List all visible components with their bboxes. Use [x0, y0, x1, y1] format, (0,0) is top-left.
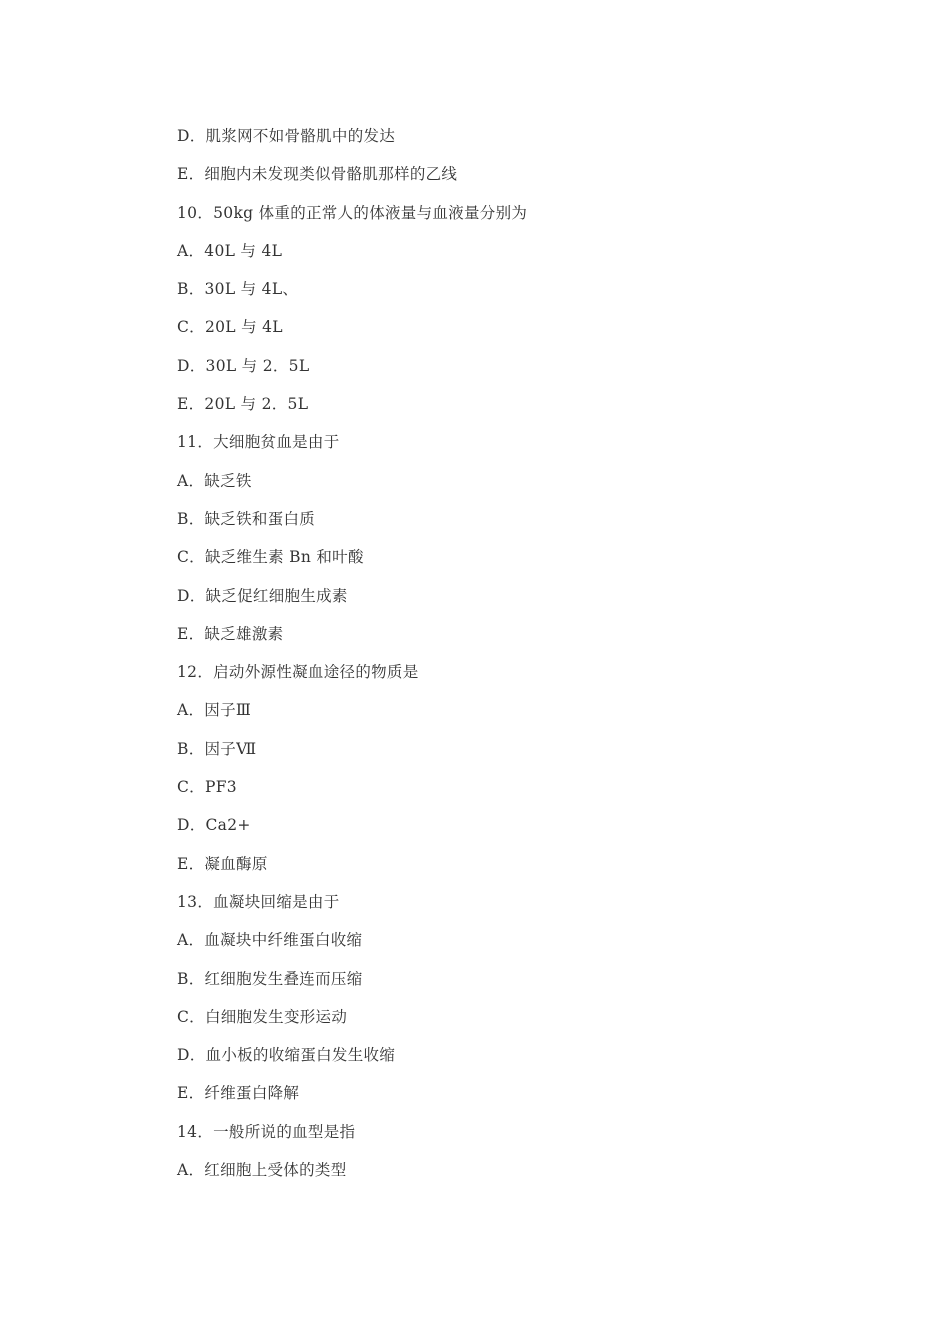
answer-option: B．缺乏铁和蛋白质: [177, 509, 316, 528]
answer-option: D．30L 与 2．5L: [177, 356, 310, 375]
text-body: [177, 123, 877, 1195]
question-text: 10．50kg 体重的正常人的体液量与血液量分别为: [177, 203, 528, 222]
answer-option: A．40L 与 4L: [177, 241, 283, 260]
answer-option: A．红细胞上受体的类型: [177, 1161, 347, 1180]
answer-option: D．Ca2+: [177, 816, 251, 835]
answer-option: B．红细胞发生叠连而压缩: [177, 969, 363, 988]
question-text: 11．大细胞贫血是由于: [177, 433, 340, 452]
text-line: D．肌浆网不如骨骼肌中的发达: [177, 127, 396, 145]
answer-option: C．白细胞发生变形运动: [177, 1007, 348, 1026]
answer-option: A．血凝块中纤维蛋白收缩: [177, 931, 363, 950]
question-text: 12．启动外源性凝血途径的物质是: [177, 663, 419, 682]
answer-option: E．缺乏雄激素: [177, 624, 284, 643]
answer-option: D．缺乏促红细胞生成素: [177, 586, 348, 605]
answer-option: C．缺乏维生素 Bn 和叶酸: [177, 548, 364, 567]
answer-option: B．因子Ⅶ: [177, 739, 257, 758]
answer-option: E．20L 与 2．5L: [177, 395, 309, 414]
answer-option: B．30L 与 4L、: [177, 280, 299, 299]
answer-option: D．血小板的收缩蛋白发生收缩: [177, 1046, 396, 1065]
question-text: 14．一般所说的血型是指: [177, 1122, 356, 1141]
text-line: E．细胞内未发现类似骨骼肌那样的乙线: [177, 165, 458, 184]
answer-option: A．缺乏铁: [177, 471, 252, 490]
question-text: 13．血凝块回缩是由于: [177, 892, 340, 911]
answer-option: C．20L 与 4L: [177, 318, 283, 337]
answer-option: C．PF3: [177, 778, 237, 797]
answer-option: E．凝血酶原: [177, 854, 268, 873]
answer-option: E．纤维蛋白降解: [177, 1084, 300, 1103]
answer-option: A．因子Ⅲ: [177, 701, 252, 720]
